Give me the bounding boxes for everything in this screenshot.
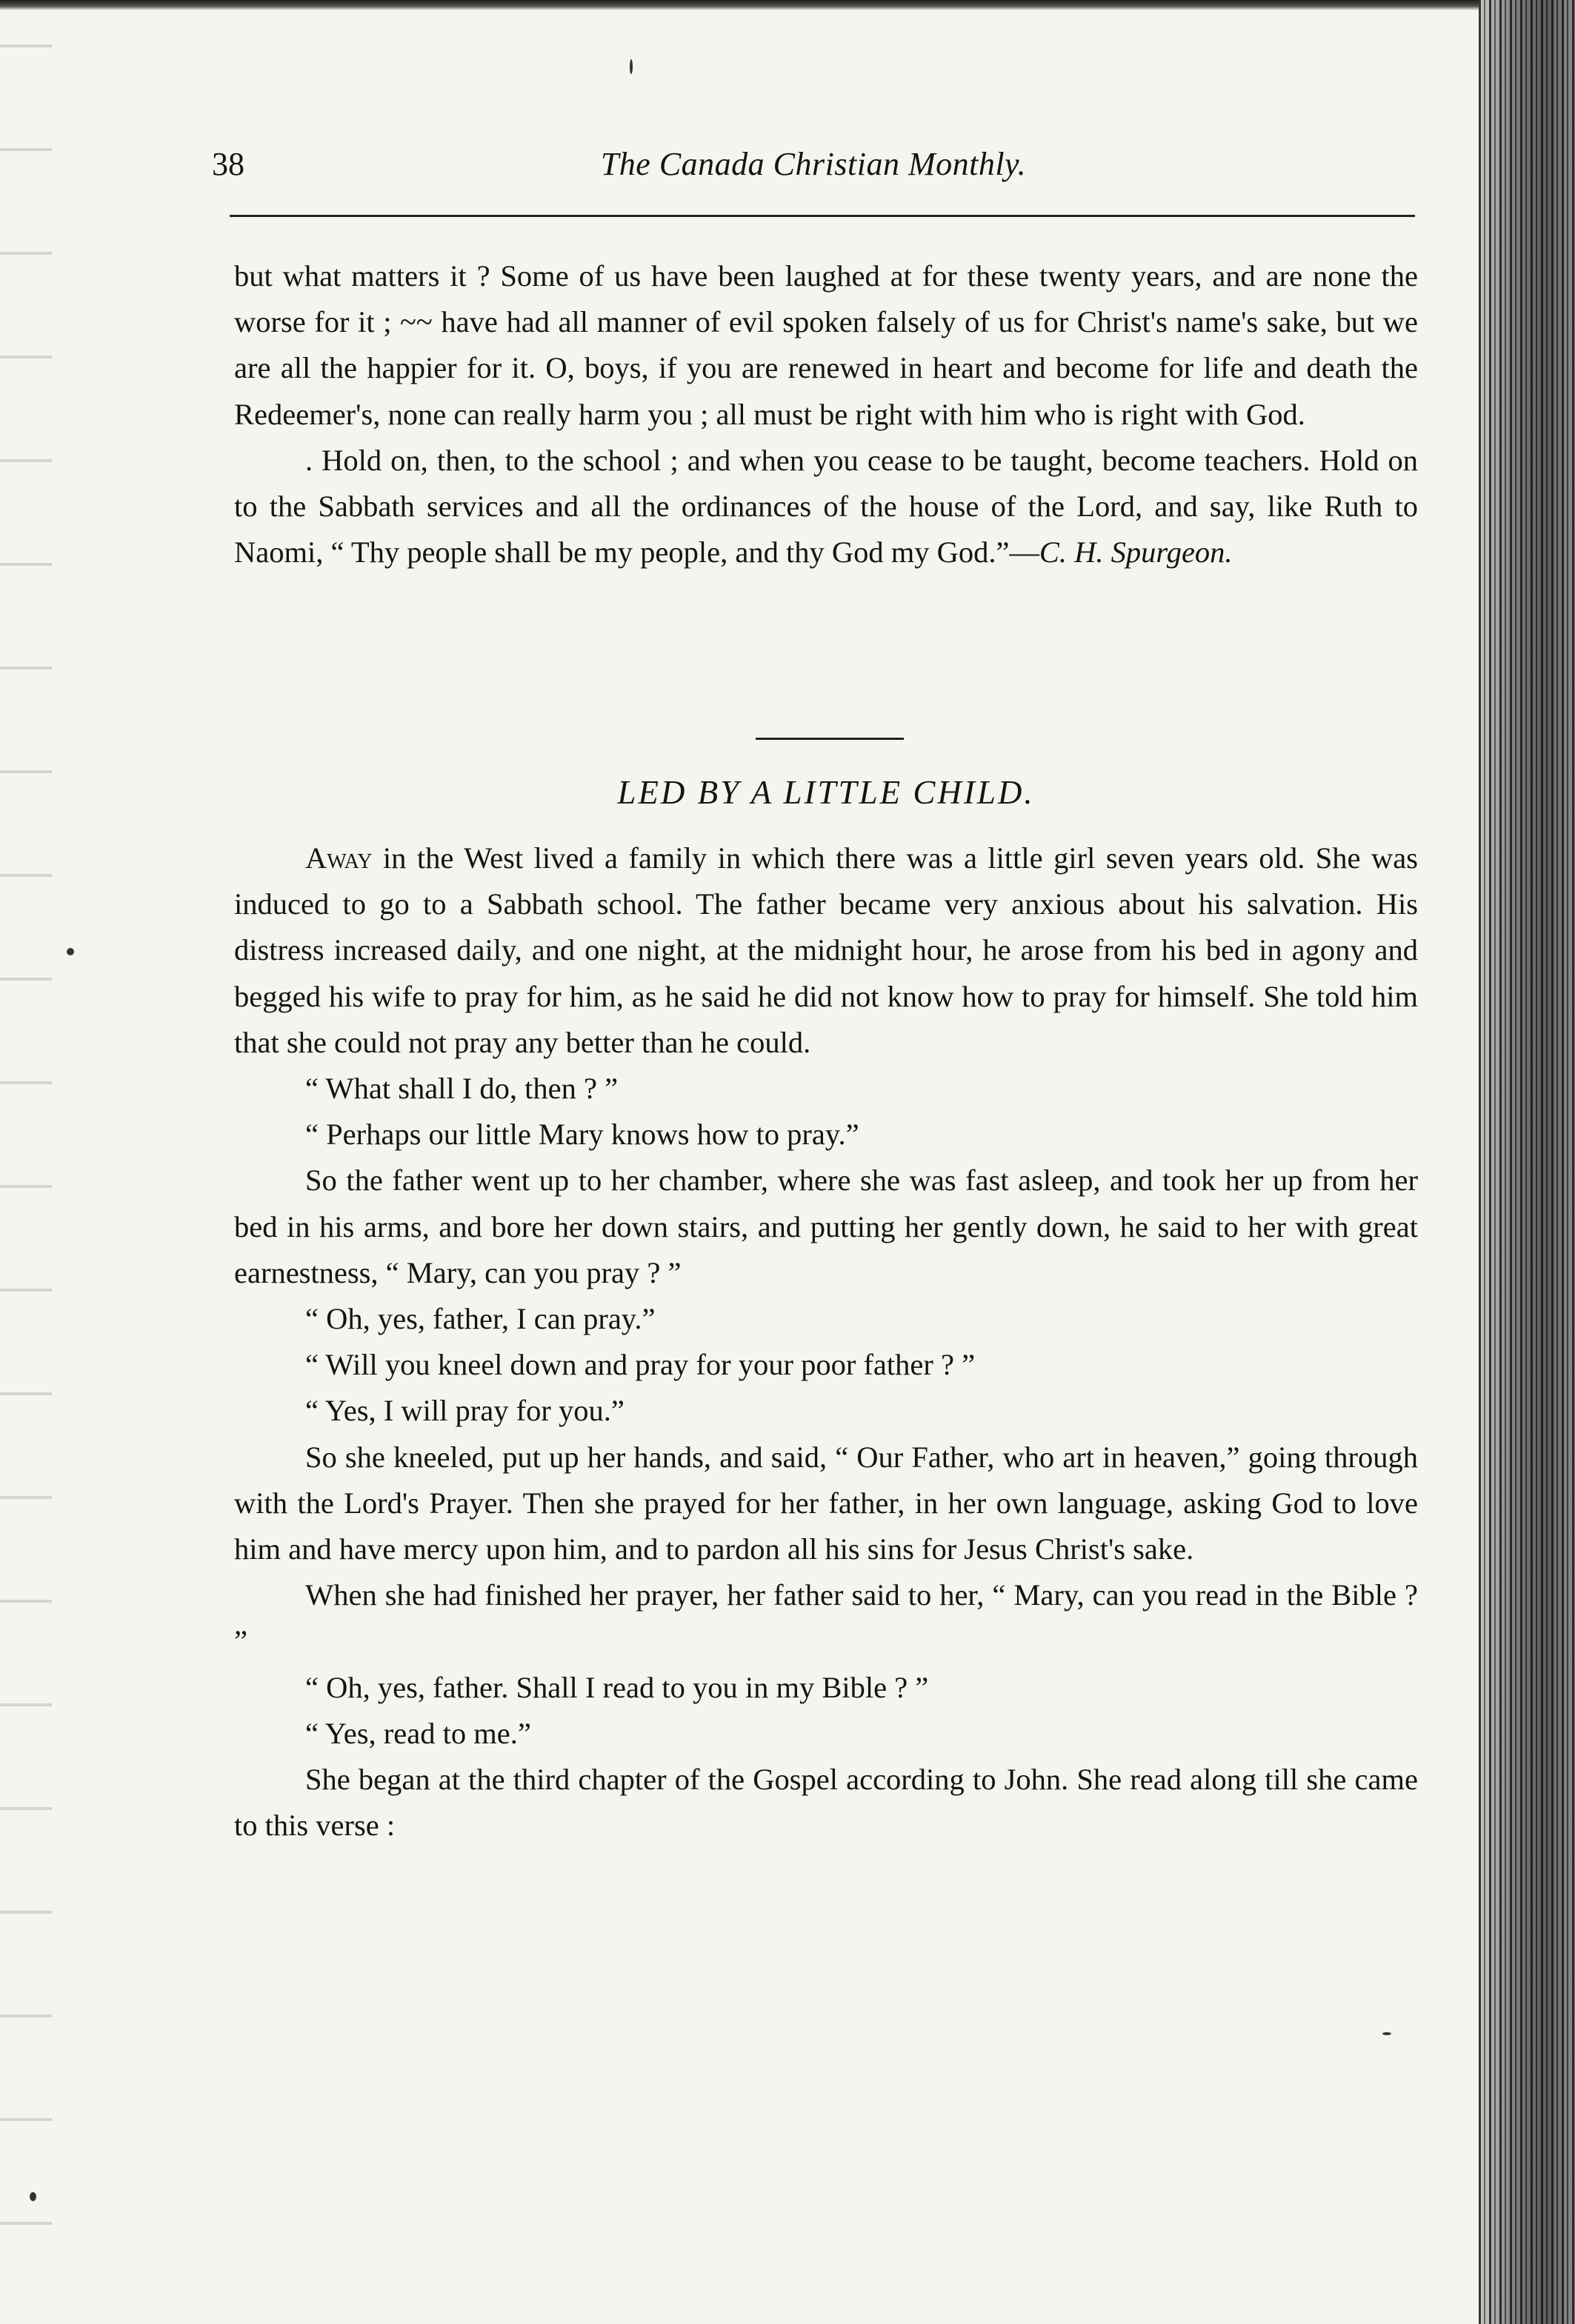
article-paragraph-1-rest: in the West lived a family in which there was a little girl seven years old. She was induced to go to a Sabbath school. The father became very anxious about his salvation. His distress increased daily, and one night, at the midnight hour, he arose from his bed in agony and begged his wife to pray for him, as he said he did not know how to pray for himself. She told him that she could not pray any better than he could. xyxy=(234,841,1418,1059)
scan-speck xyxy=(630,59,633,74)
article-paragraph-11: “ Yes, read to me.” xyxy=(305,1716,531,1750)
article-paragraph-2: “ What shall I do, then ? ” xyxy=(305,1072,619,1106)
intro-text xyxy=(234,253,1418,575)
scan-speck xyxy=(67,948,74,955)
article-paragraph-10: “ Oh, yes, father. Shall I read to you in my Bible ? ” xyxy=(305,1670,929,1704)
section-divider xyxy=(756,738,904,740)
article-paragraph-3: “ Perhaps our little Mary knows how to pray.” xyxy=(305,1118,859,1152)
article-paragraph-4: So the father went up to her chamber, where she was fast asleep, and took her up from her bed in his arms, and bore her down stairs, and putting her gently down, he said to her with great earnestness, “ Mary, can you pray ? ” xyxy=(234,1163,1418,1289)
page-number: 38 xyxy=(212,146,244,182)
intro-paragraph-2-text: . Hold on, then, to the school ; and when you cease to be taught, become teachers. Hold on to the Sabbath services and all the ordinances of the house of the Lord, and say, like Ruth to Naomi, “ Thy people shall be my people, and thy God my God.”— xyxy=(234,443,1418,570)
page-header xyxy=(212,145,1415,204)
article-paragraph-5: “ Oh, yes, father, I can pray.” xyxy=(305,1302,656,1336)
running-title: The Canada Christian Monthly. xyxy=(600,146,1027,182)
article-paragraph-12: She began at the third chapter of the Gospel according to John. She read along till she came to this verse : xyxy=(234,1763,1418,1843)
scan-speck xyxy=(1382,2032,1391,2035)
article-paragraph-6: “ Will you kneel down and pray for your poor father ? ” xyxy=(305,1348,976,1382)
intro-paragraph-1: but what matters it ? Some of us have been laughed at for these twenty years, and are none the worse for it ; ~~ have had all manner of evil spoken falsely of us for Christ's name's sake, but we are all the happier for it. O, boys, if you are renewed in heart and become for life and death the Redeemer's, none can really harm you ; all must be right with him who is right with God. xyxy=(234,259,1418,431)
article-title: LED BY A LITTLE CHILD. xyxy=(617,774,1035,811)
lead-word: Away xyxy=(305,841,373,875)
scan-speck xyxy=(30,2192,36,2201)
page-left-edge xyxy=(0,0,52,2324)
article-paragraph-1 xyxy=(234,835,1418,1066)
article-paragraph-8: So she kneeled, put up her hands, and said, “ Our Father, who art in heaven,” going through with the Lord's Prayer. Then she prayed for her father, in her own language, asking God to love him and have mercy upon him, and to pardon all his sins for Jesus Christ's sake. xyxy=(234,1440,1418,1566)
header-rule xyxy=(230,215,1415,217)
book-binding xyxy=(1479,0,1575,2324)
intro-paragraph-2 xyxy=(234,438,1418,576)
article-body xyxy=(234,835,1418,1849)
article-paragraph-7: “ Yes, I will pray for you.” xyxy=(305,1394,625,1428)
article-paragraph-9: When she had finished her prayer, her father said to her, “ Mary, can you read in the Bible ? ” xyxy=(234,1578,1418,1658)
page-top-edge xyxy=(0,0,1575,10)
attribution: C. H. Spurgeon. xyxy=(1039,535,1233,570)
